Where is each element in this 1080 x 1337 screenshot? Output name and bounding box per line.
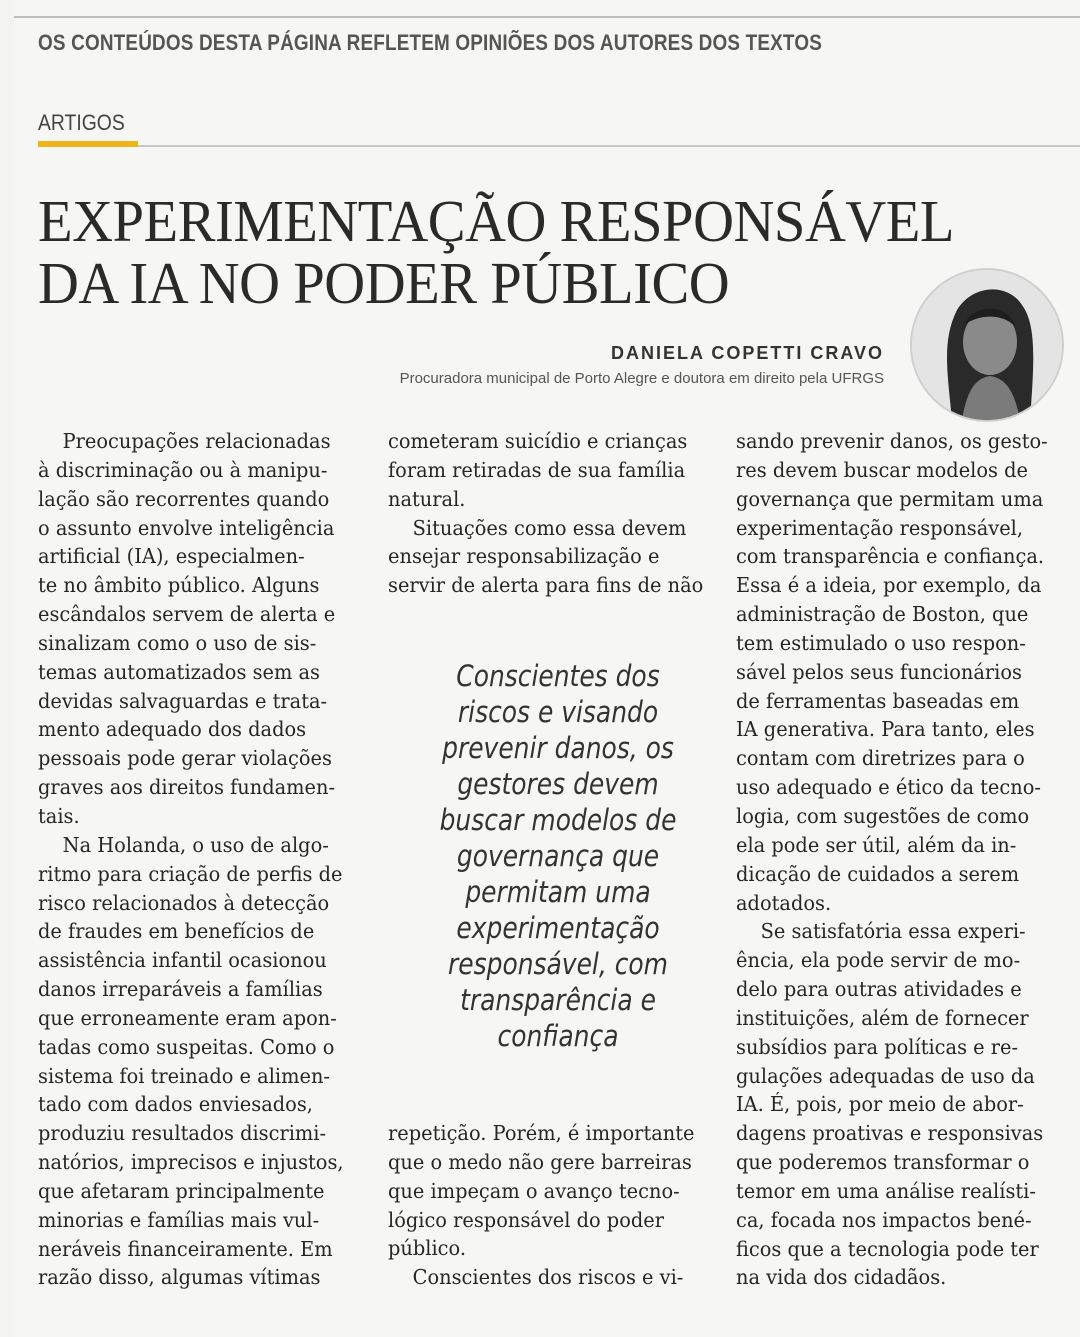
text-line: tais. <box>38 803 80 828</box>
text-line: foram retiradas de sua família <box>388 457 686 482</box>
section-label: ARTIGOS <box>38 110 125 135</box>
text-line: gulações adequadas de uso da <box>736 1063 1035 1088</box>
text-line: que o medo não gere barreiras <box>388 1149 692 1174</box>
pull-quote-line: gestores devem <box>457 767 659 801</box>
text-line: de ferramentas baseadas em <box>736 688 1020 713</box>
text-line: o assunto envolve inteligência <box>38 515 335 540</box>
pull-quote-line: governança que <box>456 839 660 873</box>
pull-quote-line: buscar modelos de <box>439 803 677 837</box>
text-line: natural. <box>388 486 466 511</box>
disclaimer-text: OS CONTEÚDOS DESTA PÁGINA REFLETEM OPINIÕES DOS AUTORES DOS TEXTOS <box>38 30 823 55</box>
text-line: que afetaram principalmente <box>38 1178 325 1203</box>
text-line: minorias e famílias mais vul- <box>38 1207 320 1232</box>
text-line: uso adequado e ético da tecno- <box>736 775 1041 800</box>
text-line: temor em uma análise realísti- <box>736 1178 1036 1203</box>
text-line: que impeçam o avanço tecno- <box>388 1178 680 1203</box>
text-line: experimentação responsável, <box>736 515 1024 540</box>
headline-line: EXPERIMENTAÇÃO RESPONSÁVEL <box>38 188 955 254</box>
text-line: logia, com sugestões de como <box>736 803 1030 828</box>
text-line: que poderemos transformar o <box>736 1150 1030 1175</box>
column-1 <box>38 427 378 1292</box>
text-line: ensejar responsabilização e <box>388 544 660 569</box>
text-line: tem estimulado o uso respon- <box>736 630 1026 655</box>
pull-quote <box>398 658 718 1054</box>
text-line: graves aos direitos fundamen- <box>38 775 336 800</box>
text-line: ca, focada nos impactos bené- <box>736 1207 1032 1232</box>
text-line: te no âmbito público. Alguns <box>38 573 320 598</box>
text-line: lação são recorrentes quando <box>38 486 330 511</box>
text-line: IA generativa. Para tanto, eles <box>736 717 1035 742</box>
headline-line: DA IA NO PODER PÚBLICO <box>38 250 730 316</box>
pull-quote-line: riscos e visando <box>457 695 659 729</box>
newspaper-page <box>14 0 1080 1337</box>
pull-quote-line: prevenir danos, os <box>442 731 674 765</box>
pull-quote-line: confiança <box>497 1019 619 1053</box>
column-3 <box>736 427 1080 1292</box>
text-line: sinalizam como o uso de sis- <box>38 630 317 655</box>
text-line: com transparência e confiança. <box>736 544 1045 569</box>
text-line: devidas salvaguardas e trata- <box>38 688 328 713</box>
text-line: produziu resultados discrimi- <box>38 1121 327 1146</box>
text-line: neráveis financeiramente. Em <box>38 1236 333 1261</box>
text-line: adotados. <box>736 890 832 915</box>
section-rule <box>138 145 1080 147</box>
text-line: sistema foi treinado e alimen- <box>38 1063 330 1088</box>
text-line: ência, ela pode servir de mo- <box>736 948 1021 973</box>
text-line: cometeram suicídio e crianças <box>388 429 688 453</box>
pull-quote-line: Conscientes dos <box>456 659 660 693</box>
author-photo <box>910 268 1064 422</box>
text-line: risco relacionados à detecção <box>38 890 330 915</box>
text-line: público. <box>388 1236 467 1261</box>
text-line: pessoais pode gerar violações <box>38 746 332 771</box>
text-line: dicação de cuidados a serem <box>736 861 1020 886</box>
text-line: contam com diretrizes para o <box>736 746 1025 771</box>
text-line: ritmo para criação de perfis de <box>38 861 343 886</box>
text-line: ela pode ser útil, além da in- <box>736 832 1017 857</box>
text-line: repetição. Porém, é importante <box>388 1121 695 1145</box>
text-line: dagens proativas e responsivas <box>736 1121 1044 1146</box>
text-line: mento adequado dos dados <box>38 717 307 742</box>
text-line: administração de Boston, que <box>736 602 1029 627</box>
author-description: Procuradora municipal de Porto Alegre e doutora em direito pela UFRGS <box>399 370 884 387</box>
text-line: Se satisfatória essa experi- <box>736 919 1026 944</box>
text-line: Essa é a ideia, por exemplo, da <box>736 573 1042 598</box>
text-line: escândalos servem de alerta e <box>38 602 336 627</box>
text-line: que erroneamente eram apon- <box>38 1005 337 1030</box>
text-line: sando prevenir danos, os gesto- <box>736 429 1048 453</box>
text-line: de fraudes em benefícios de <box>38 919 315 944</box>
text-line: na vida dos cidadãos. <box>736 1265 947 1290</box>
text-line: razão disso, algumas vítimas <box>38 1265 321 1290</box>
pull-quote-line: transparência e <box>460 983 656 1017</box>
text-line: Preocupações relacionadas <box>38 429 331 453</box>
text-line: Na Holanda, o uso de algo- <box>38 832 329 857</box>
text-line: instituições, além de fornecer <box>736 1005 1029 1030</box>
text-line: sável pelos seus funcionários <box>736 659 1022 684</box>
text-line: lógico responsável do poder <box>388 1207 665 1232</box>
text-line: assistência infantil ocasionou <box>38 948 327 973</box>
text-line: tado com dados enviesados, <box>38 1092 313 1117</box>
text-line: Situações como essa devem <box>388 515 687 540</box>
text-line: natórios, imprecisos e injustos, <box>38 1150 344 1175</box>
column-2-top <box>388 427 728 600</box>
text-line: servir de alerta para fins de não <box>388 573 704 598</box>
pull-quote-line: permitam uma <box>465 875 651 909</box>
text-line: subsídios para políticas e re- <box>736 1034 1019 1059</box>
text-line: IA. É, pois, por meio de abor- <box>736 1092 1024 1117</box>
pull-quote-line: responsável, com <box>448 947 668 981</box>
text-line: Conscientes dos riscos e vi- <box>388 1265 684 1290</box>
text-line: ficos que a tecnologia pode ter <box>736 1236 1039 1261</box>
text-line: tadas como suspeitas. Como o <box>38 1034 335 1059</box>
text-line: governança que permitam uma <box>736 486 1044 511</box>
column-2-bottom <box>388 1119 728 1292</box>
article-headline <box>38 190 958 314</box>
text-line: à discriminação ou à manipu- <box>38 457 328 482</box>
author-name: DANIELA COPETTI CRAVO <box>610 343 884 363</box>
section-underline <box>38 141 138 147</box>
text-line: danos irreparáveis a famílias <box>38 977 323 1002</box>
text-line: temas automatizados sem as <box>38 659 320 684</box>
text-line: res devem buscar modelos de <box>736 457 1028 482</box>
pull-quote-line: experimentação <box>456 911 660 945</box>
text-line: delo para outras atividades e <box>736 977 1022 1002</box>
top-rule <box>14 16 1080 18</box>
text-line: artificial (IA), especialmen- <box>38 544 305 569</box>
